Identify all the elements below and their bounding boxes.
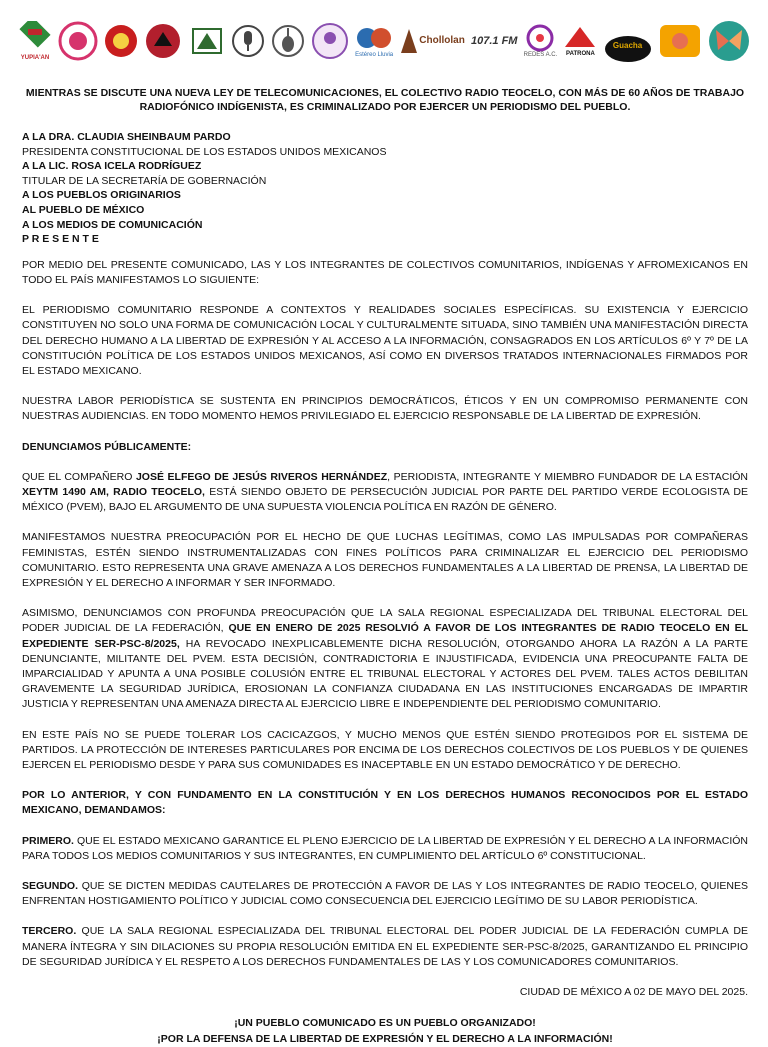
recipient-3: A LOS PUEBLOS ORIGINARIOS (22, 189, 181, 202)
document-body (22, 86, 748, 1047)
paragraph-companero (22, 470, 748, 516)
demand-text: QUE LA SALA REGIONAL ESPECIALIZADA DEL TRIBUNAL ELECTORAL DEL PODER JUDICIAL DE LA FEDERACIÓN CUMPLA DE MANERA ÍNTEGRA Y SIN DILACIONES SU PROPIA RESOLUCIÓN EMITIDA EN EL EXPEDIENTE SER-PSC-8/2025, GARANTIZANDO EL PRINCIPIO DE SEGURIDAD JURÍDICA Y EL RESPETO A LOS DERECHOS FUNDAMENTALES DE LAS Y LOS COMUNICADORES COMUNITARIOS. (22, 925, 748, 968)
bold-name: JOSÉ ELFEGO DE JESÚS RIVEROS HERNÁNDEZ (135, 470, 388, 483)
demand-label: TERCERO. (22, 925, 77, 938)
document-title: MIENTRAS SE DISCUTE UNA NUEVA LEY DE TELECOMUNICACIONES, EL COLECTIVO RADIO TEOCELO, CON MÁS DE 60 AÑOS DE TRABAJO RADIOFÓNICO INDÍGENISTA, ES CRIMINALIZADO POR EJERCER UN PERIODISMO DEL PUEBLO. (25, 87, 745, 113)
recipient-2-title: TITULAR DE LA SECRETARÍA DE GOBERNACIÓN (22, 174, 267, 187)
demand-text: QUE EL ESTADO MEXICANO GARANTICE EL PLENO EJERCICIO DE LA LIBERTAD DE EXPRESIÓN Y EL DERECHO A LA INFORMACIÓN PARA TODOS LOS MEDIOS COMUNITARIOS Y SUS INTEGRANTES, EN CUMPLIMIENTO DEL ARTÍCULO 6º CONSTITUCIONAL. (22, 834, 748, 862)
recipient-5: A LOS MEDIOS DE COMUNICACIÓN (22, 218, 203, 231)
recipient-2: A LA LIC. ROSA ICELA RODRÍGUEZ (22, 160, 202, 173)
text-span: ESTÁ SIENDO OBJETO DE PERSECUCIÓN JUDICIAL POR PARTE DEL PARTIDO VERDE ECOLOGISTA DE MÉXICO (PVEM), BAJO EL ARGUMENTO DE UNA SUPUESTA VIOLENCIA POLÍTICA EN RAZÓN DE GÉNERO. (22, 485, 748, 514)
yupiaan-logo: YUPIA'AN (18, 21, 52, 62)
recipient-1-title: PRESIDENTA CONSTITUCIONAL DE LOS ESTADOS UNIDOS MEXICANOS (22, 145, 387, 158)
la-otra-logo (658, 21, 702, 61)
redes-ac-logo: REDES A.C. (524, 24, 558, 59)
demand-segundo (22, 879, 748, 909)
la-neta-logo (144, 22, 182, 60)
radio-estereo-lluvia-logo: Estéreo Lluvia (355, 24, 393, 59)
voz-nahua-logo (311, 22, 349, 60)
text-span: HA REVOCADO INEXPLICABLEMENTE DICHA RESOLUCIÓN, OTORGANDO AHORA LA RAZÓN A LA PARTE DENUNCIANTE, MILITANTE DEL PVEM. ESTA DECISIÓN, CONTRADICTORIA E INJUSTIFICADA, EVIDENCIA UNA PREOCUPANTE FALTA DE IMPARCIALIDAD Y APUNTA A UNA POSIBLE COLUSIÓN ENTRE EL TRIBUNAL ELECTORAL Y ACTORES DEL PVEM. TALES ACTOS DEBILITAN GRAVEMENTE LA SEGURIDAD JURÍDICA, EROSIONAN LA CONFIANZA CIUDADANA EN LAS INSTITUCIONES ENCARGADAS DE IMPARTIR JUSTICIA Y REPRESENTAN UNA AMENAZA DIRECTA AL EJERCICIO LIBRE E INDEPENDIENTE DEL PERIODISMO COMUNITARIO. (22, 637, 748, 711)
demand-label: SEGUNDO. (22, 880, 79, 893)
paragraph-preocupacion: MANIFESTAMOS NUESTRA PREOCUPACIÓN POR EL HECHO DE QUE LUCHAS LEGÍTIMAS, COMO LAS IMPULSADAS POR COMPAÑERAS FEMINISTAS, ESTÉN SIENDO INSTRUMENTALIZADAS CON FINES POLÍTICOS PARA CRIMINALIZAR EL EJERCICIO DEL PERIODISMO COMUNITARIO. ESTO REPRESENTA UNA GRAVE AMENAZA A LOS DERECHOS FUNDAMENTALES A LA LIBERTAD DE PRENSA, LA LIBERTAD DE EXPRESIÓN Y EL DERECHO A INFORMAR Y SER INFORMADO. (22, 531, 748, 589)
demand-text: QUE SE DICTEN MEDIDAS CAUTELARES DE PROTECCIÓN A FAVOR DE LAS Y LOS INTEGRANTES DE RADIO TEOCELO, QUIENES ENFRENTAN HOSTIGAMIENTO POLÍTICO Y JUDICIAL COMO CONSECUENCIA DEL EJERCICIO LEGÍTIMO DE SU LABOR PERIODÍSTICA. (22, 880, 748, 908)
paragraph-periodismo: EL PERIODISMO COMUNITARIO RESPONDE A CONTEXTOS Y REALIDADES SOCIALES ESPECÍFICAS. SU EXISTENCIA Y EJERCICIO CONSTITUYEN NO SOLO UNA FORMA DE COMUNICACIÓN LOCAL Y CULTURALMENTE SITUADA, SINO TAMBIÉN UNA MANIFESTACIÓN DIRECTA DEL DERECHO HUMANO A LA LIBERTAD DE EXPRESIÓN Y AL ACCESO A LA INFORMACIÓN, CONSAGRADOS EN LOS ARTÍCULOS 6º Y 7º DE LA CONSTITUCIÓN POLÍTICA DE LOS ESTADOS UNIDOS MEXICANOS, ASÍ COMO EN DIVERSOS TRATADOS INTERNACIONALES FIRMADOS POR EL ESTADO MEXICANO. (22, 304, 748, 377)
paragraph-demandamos: POR LO ANTERIOR, Y CON FUNDAMENTO EN LA CONSTITUCIÓN Y EN LOS DERECHOS HUMANOS RECONOCIDOS POR EL ESTADO MEXICANO, DEMANDAMOS: (22, 789, 748, 817)
paragraph-sala-regional (22, 606, 748, 712)
la-guacha-logo: Guacha (604, 34, 652, 49)
radio-guitar-logo (271, 24, 305, 58)
presente-label: P R E S E N T E (22, 233, 99, 246)
bold-resolution: QUE EN ENERO DE 2025 RESOLVIÓ A FAVOR DE LOS INTEGRANTES DE RADIO TEOCELO EN EL EXPEDIENTE SER-PSC-8/2025, (22, 622, 748, 650)
address-block (22, 130, 748, 247)
demand-primero (22, 834, 748, 864)
paragraph-intro: POR MEDIO DEL PRESENTE COMUNICADO, LAS Y LOS INTEGRANTES DE COLECTIVOS COMUNITARIOS, INDÍGENAS Y AFROMEXICANOS EN TODO EL PAÍS MANIFESTAMOS LO SIGUIENTE: (22, 258, 748, 286)
logo-strip (18, 16, 750, 66)
fm-107-logo: 107.1 FM (471, 34, 518, 47)
radio-indigena-logo (58, 21, 98, 61)
demand-tercero (22, 924, 748, 970)
text-span: ASIMISMO, DENUNCIAMOS CON PROFUNDA PREOCUPACIÓN QUE LA SALA REGIONAL ESPECIALIZADA DEL TRIBUNAL ELECTORAL DEL PODER JUDICIAL DE LA FEDERACIÓN, (22, 607, 748, 635)
radio-red-logo (104, 24, 138, 58)
cholollan-logo: Chollolan (399, 27, 465, 55)
patrona-logo: PATRONA (563, 25, 597, 58)
recipient-1: A LA DRA. CLAUDIA SHEINBAUM PARDO (22, 131, 231, 143)
mariposa-logo (708, 20, 750, 62)
text-span: , PERIODISTA, INTEGRANTE Y MIEMBRO FUNDADOR DE LA ESTACIÓN (387, 470, 748, 483)
demand-label: PRIMERO. (22, 834, 74, 847)
ocotepec-radio-logo (189, 23, 225, 59)
paragraph-labor: NUESTRA LABOR PERIODÍSTICA SE SUSTENTA EN PRINCIPIOS DEMOCRÁTICOS, ÉTICOS Y EN UN COMPROMISO PERMANENTE CON NUESTRAS AUDIENCIAS. EN TODO MOMENTO HEMOS PRIVILEGIADO EL EJERCICIO RESPONSABLE DE LA LIBERTAD DE EXPRESIÓN. (22, 395, 748, 423)
bold-station: XEYTM 1490 AM, RADIO TEOCELO, (22, 485, 205, 498)
recipient-4: AL PUEBLO DE MÉXICO (22, 203, 145, 216)
text-span: QUE EL COMPAÑERO (22, 470, 136, 483)
radio-mic-logo (231, 24, 265, 58)
place-date: CIUDAD DE MÉXICO A 02 DE MAYO DEL 2025. (519, 986, 748, 999)
closing-slogan-1: ¡UN PUEBLO COMUNICADO ES UN PUEBLO ORGANIZADO! (234, 1017, 536, 1030)
denuncia-heading: DENUNCIAMOS PÚBLICAMENTE: (22, 440, 192, 453)
paragraph-cacicazgos: EN ESTE PAÍS NO SE PUEDE TOLERAR LOS CACICAZGOS, Y MUCHO MENOS QUE ESTÉN SIENDO PROTEGIDOS POR EL SISTEMA DE PARTIDOS. LA PROTECCIÓN DE INTERESES PARTICULARES POR ENCIMA DE LOS DERECHOS COLECTIVOS DE LOS PUEBLOS Y DE QUIENES EJERCEN EL PERIODISMO DESDE Y PARA SUS COMUNIDADES ES INACEPTABLE EN UN ESTADO DEMOCRÁTICO Y DE DERECHO. (22, 728, 748, 772)
closing-slogan-2: ¡POR LA DEFENSA DE LA LIBERTAD DE EXPRESIÓN Y EL DERECHO A LA INFORMACIÓN! (157, 1033, 613, 1046)
